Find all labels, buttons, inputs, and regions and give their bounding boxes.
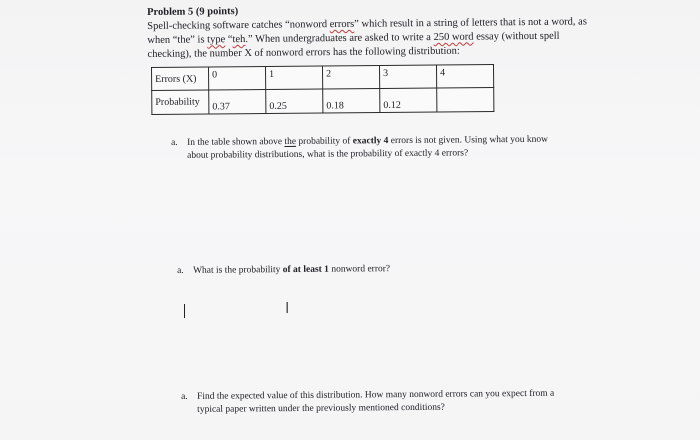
intro-text: when “the” is [147, 34, 208, 46]
table-cell[interactable]: 2 [322, 66, 379, 89]
question-line [177, 263, 390, 278]
table-cell[interactable]: 4 [436, 65, 493, 88]
problem-statement [147, 1, 618, 62]
question-text-underlined: the [284, 136, 297, 148]
spellcheck-flag-errors[interactable]: errors [329, 18, 355, 31]
question-text: probability of [295, 136, 353, 147]
intro-text: .” When undergraduates are asked to write a [245, 32, 434, 45]
question-text: nonword error? [328, 264, 391, 275]
question-a-expected-value [181, 388, 554, 417]
table-cell[interactable]: 0.12 [380, 88, 437, 112]
table-cell[interactable]: Errors (X) [152, 67, 209, 90]
question-letter: a. [177, 265, 184, 276]
ibeam-cursor-icon: I [285, 299, 290, 317]
table-row-probability [152, 88, 494, 115]
question-a-at-least-1 [177, 263, 390, 278]
problem-title: Problem 5 (9 points) [147, 6, 239, 18]
intro-line-3: checking), the number X of nonword errors has the following distribution: [147, 45, 460, 60]
question-text: What is the probability [193, 265, 283, 276]
table-cell-empty[interactable] [437, 88, 494, 112]
question-letter: a. [171, 137, 178, 148]
question-text: Find the expected value of this distribution. How many nonword errors can you expect from a [197, 388, 555, 402]
distribution-table [151, 64, 494, 115]
table-cell[interactable]: 0.37 [209, 89, 266, 113]
spellcheck-flag-250-word[interactable]: 250 word [433, 31, 474, 44]
text-cursor [184, 304, 185, 318]
question-text: In the table shown above [187, 137, 285, 148]
table-cell[interactable]: 0 [209, 67, 266, 90]
question-letter: a. [181, 391, 188, 402]
intro-text: Spell-checking software catches “nonword [147, 19, 330, 32]
spellcheck-flag-teh[interactable]: teh [232, 33, 246, 46]
table-cell[interactable]: Probability [152, 90, 209, 114]
table-cell[interactable]: 0.18 [323, 89, 380, 113]
question-text-bold: exactly 4 [352, 136, 389, 147]
question-line: about probability distributions, what is the probability of exactly 4 errors? [187, 148, 469, 161]
question-text: errors is not given. Using what you know [388, 134, 549, 147]
question-a-exactly-4 [171, 134, 548, 163]
question-line: typical paper written under the previously mentioned conditions? [197, 402, 445, 415]
intro-text: “ [225, 34, 233, 46]
table-row-errors [152, 65, 494, 91]
intro-text: essay (without spell [473, 30, 560, 43]
intro-text: ” which result in a string of letters that is not a word, as [354, 16, 587, 30]
spellcheck-flag-type[interactable]: type [207, 34, 226, 46]
question-text-bold: of at least 1 [282, 264, 329, 276]
table-cell[interactable]: 0.25 [266, 89, 323, 113]
table-cell[interactable]: 3 [379, 65, 436, 88]
table-cell[interactable]: 1 [266, 66, 323, 89]
